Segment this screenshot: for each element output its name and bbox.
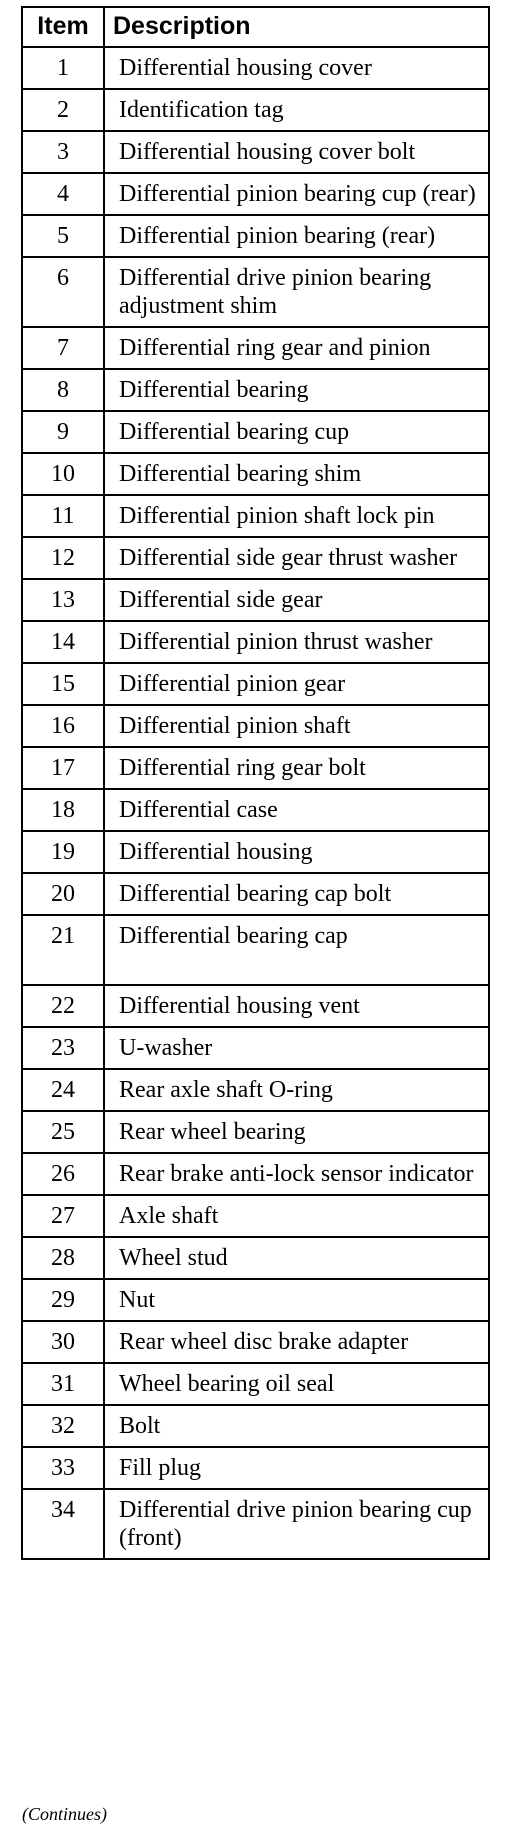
item-number-cell: 18 <box>22 789 104 831</box>
item-number-cell: 17 <box>22 747 104 789</box>
item-number-cell: 5 <box>22 215 104 257</box>
item-description-cell: Differential pinion bearing cup (rear) <box>104 173 489 215</box>
continuation-note: (Continues) <box>22 1804 107 1824</box>
item-description-cell: Differential bearing shim <box>104 453 489 495</box>
item-number-cell: 12 <box>22 537 104 579</box>
description-column-header: Description <box>104 7 489 47</box>
table-row <box>22 369 489 411</box>
item-description-cell: Wheel stud <box>104 1237 489 1279</box>
table-row <box>22 1363 489 1405</box>
item-number-cell: 2 <box>22 89 104 131</box>
table-header-row <box>22 7 489 47</box>
table-row <box>22 1111 489 1153</box>
table-row <box>22 1321 489 1363</box>
table-row <box>22 1237 489 1279</box>
table-row <box>22 915 489 985</box>
item-description-cell: Differential pinion gear <box>104 663 489 705</box>
item-number-cell: 27 <box>22 1195 104 1237</box>
item-number-cell: 7 <box>22 327 104 369</box>
item-description-cell: Differential ring gear and pinion <box>104 327 489 369</box>
table-row <box>22 1447 489 1489</box>
item-number-cell: 31 <box>22 1363 104 1405</box>
item-number-cell: 20 <box>22 873 104 915</box>
table-row <box>22 1027 489 1069</box>
item-description-cell: Fill plug <box>104 1447 489 1489</box>
table-row <box>22 89 489 131</box>
item-number-cell: 11 <box>22 495 104 537</box>
item-description-cell: Differential ring gear bolt <box>104 747 489 789</box>
item-description-cell: Wheel bearing oil seal <box>104 1363 489 1405</box>
item-number-cell: 19 <box>22 831 104 873</box>
table-row <box>22 1279 489 1321</box>
table-row <box>22 831 489 873</box>
table-row <box>22 1069 489 1111</box>
table-row <box>22 789 489 831</box>
table-row <box>22 621 489 663</box>
item-description-cell: Nut <box>104 1279 489 1321</box>
table-row <box>22 1405 489 1447</box>
item-description-cell: Rear brake anti-lock sensor indicator <box>104 1153 489 1195</box>
item-description-cell: Differential bearing <box>104 369 489 411</box>
table-row <box>22 663 489 705</box>
table-body <box>22 47 489 1559</box>
item-number-cell: 32 <box>22 1405 104 1447</box>
table-row <box>22 215 489 257</box>
item-description-cell: Differential housing <box>104 831 489 873</box>
item-description-cell: Differential bearing cap <box>104 915 489 985</box>
item-number-cell: 26 <box>22 1153 104 1195</box>
item-description-cell: Differential housing cover bolt <box>104 131 489 173</box>
item-number-cell: 23 <box>22 1027 104 1069</box>
item-description-cell: Rear axle shaft O-ring <box>104 1069 489 1111</box>
item-number-cell: 25 <box>22 1111 104 1153</box>
item-number-cell: 28 <box>22 1237 104 1279</box>
item-column-header: Item <box>22 7 104 47</box>
table-row <box>22 705 489 747</box>
table-row <box>22 747 489 789</box>
table-row <box>22 453 489 495</box>
item-description-cell: Differential bearing cup <box>104 411 489 453</box>
item-description-cell: Differential housing cover <box>104 47 489 89</box>
parts-table <box>21 6 490 1560</box>
table-row <box>22 985 489 1027</box>
item-description-cell: Axle shaft <box>104 1195 489 1237</box>
item-description-cell: Differential pinion bearing (rear) <box>104 215 489 257</box>
item-description-cell: Differential drive pinion bearing adjustment shim <box>104 257 489 327</box>
item-description-cell: Rear wheel disc brake adapter <box>104 1321 489 1363</box>
item-description-cell: Differential bearing cap bolt <box>104 873 489 915</box>
item-description-cell: Differential pinion shaft <box>104 705 489 747</box>
item-number-cell: 9 <box>22 411 104 453</box>
item-description-cell: Differential housing vent <box>104 985 489 1027</box>
item-description-cell: Differential side gear thrust washer <box>104 537 489 579</box>
item-number-cell: 22 <box>22 985 104 1027</box>
table-row <box>22 1195 489 1237</box>
item-number-cell: 30 <box>22 1321 104 1363</box>
table-row <box>22 495 489 537</box>
item-description-cell: Identification tag <box>104 89 489 131</box>
table-row <box>22 579 489 621</box>
item-description-cell: Rear wheel bearing <box>104 1111 489 1153</box>
item-description-cell: Differential pinion shaft lock pin <box>104 495 489 537</box>
table-row <box>22 1153 489 1195</box>
item-number-cell: 15 <box>22 663 104 705</box>
item-number-cell: 8 <box>22 369 104 411</box>
table-row <box>22 47 489 89</box>
item-number-cell: 4 <box>22 173 104 215</box>
item-description-cell: U-washer <box>104 1027 489 1069</box>
item-number-cell: 6 <box>22 257 104 327</box>
item-number-cell: 14 <box>22 621 104 663</box>
item-description-cell: Differential drive pinion bearing cup (front) <box>104 1489 489 1559</box>
table-row <box>22 131 489 173</box>
item-number-cell: 13 <box>22 579 104 621</box>
item-description-cell: Differential case <box>104 789 489 831</box>
table-row <box>22 173 489 215</box>
table-row <box>22 257 489 327</box>
item-number-cell: 10 <box>22 453 104 495</box>
item-number-cell: 1 <box>22 47 104 89</box>
item-number-cell: 21 <box>22 915 104 985</box>
item-number-cell: 3 <box>22 131 104 173</box>
table-row <box>22 327 489 369</box>
item-description-cell: Differential pinion thrust washer <box>104 621 489 663</box>
item-number-cell: 16 <box>22 705 104 747</box>
item-description-cell: Bolt <box>104 1405 489 1447</box>
item-number-cell: 29 <box>22 1279 104 1321</box>
table-row <box>22 411 489 453</box>
table-row <box>22 537 489 579</box>
item-description-cell: Differential side gear <box>104 579 489 621</box>
table-row <box>22 873 489 915</box>
item-number-cell: 34 <box>22 1489 104 1559</box>
item-number-cell: 33 <box>22 1447 104 1489</box>
table-row <box>22 1489 489 1559</box>
item-number-cell: 24 <box>22 1069 104 1111</box>
